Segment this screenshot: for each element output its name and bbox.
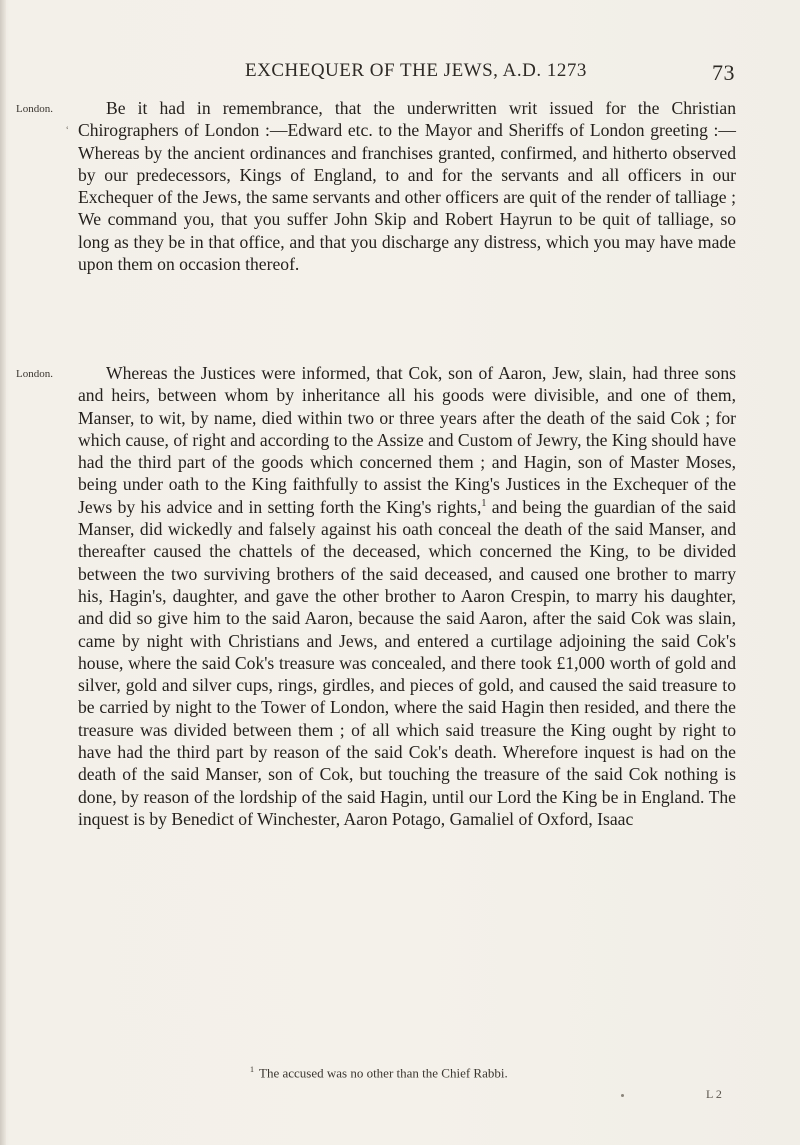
paragraph-inquest-text-after: and being the guardian of the said Manser, did wickedly and falsely against his oath conceal the death of the said Manser, and thereafter caused the chattels of the deceased, which concerned the King, to be divided between the two surviving brothers of the said deceased, and caused one brother to marry his, Hagin's, daughter, and gave the other brother to Aaron Crespin, to marry his daughter, and did so give him to the said Aaron, because the said Aaron, after the said Cok was slain, came by night with Christians and Jews, and entered a curtilage adjoining the said Cok's house, where the said Cok's treasure was concealed, and there took £1,000 worth of gold and silver, gold and silver cups, rings, girdles, and pieces of gold, and caused the said treasure to be carried by night to the Tower of London, where the said Hagin then resided, and there the treasure was divided between them ; of all which said treasure the King ought by right to have had the third part by reason of the said Cok's death. Wherefore inquest is had on the death of the said Manser, son of Cok, but touching the treasure of the said Cok nothing is done, by reason of the lordship of the said Hagin, until our Lord the King be in England. The inquest is by Benedict of Winchester, Aaron Potago, Gamaliel of Oxford, Isaac [78,496,736,829]
margin-tick-mark: ʿ [66,126,70,137]
footnote-mark: 1 [250,1065,254,1074]
page-left-edge [0,0,6,1145]
paragraph-inquest [78,362,736,830]
footnote-text: The accused was no other than the Chief Rabbi. [259,1065,508,1081]
paragraph-inquest-text-before: Whereas the Justices were informed, that Cok, son of Aaron, Jew, slain, had three sons and heirs, between whom by inheritance all his goods were divisible, and one of them, Manser, to wit, by name, died within two or three years after the death of the said Cok ; for which cause, of right and according to the Assize and Custom of Jewry, the King should have had the third part of the goods which concerned them ; and Hagin, son of Master Moses, being under oath to the King faithfully to assist the King's Justices in the Exchequer of the Jews by his advice and in setting forth the King's rights, [78,363,736,517]
signature-dot [621,1094,624,1097]
running-head-title: EXCHEQUER OF THE JEWS, A.D. 1273 [245,60,587,81]
signature-mark: L 2 [706,1087,722,1101]
paragraph-writ: Be it had in remembrance, that the underwritten writ issued for the Christian Chirographers of London :—Edward etc. to the Mayor and Sheriffs of London greeting :—Whereas by the ancient ordinances and franchises granted, confirmed, and hitherto observed by our predecessors, Kings of England, to and for the servants and all officers in our Exchequer of the Jews, the same servants and other officers are quit of the render of talliage ; We command you, that you suffer John Skip and Robert Hayrun to be quit of talliage, so long as they be in that office, and that you discharge any distress, which you may have made upon them on occasion thereof. [78,98,736,275]
footnote-reference: 1 [481,497,487,509]
footnote [250,1065,750,1081]
page-number: 73 [712,60,735,85]
margin-note-london-1: London. [16,103,53,115]
margin-note-london-2: London. [16,368,53,380]
